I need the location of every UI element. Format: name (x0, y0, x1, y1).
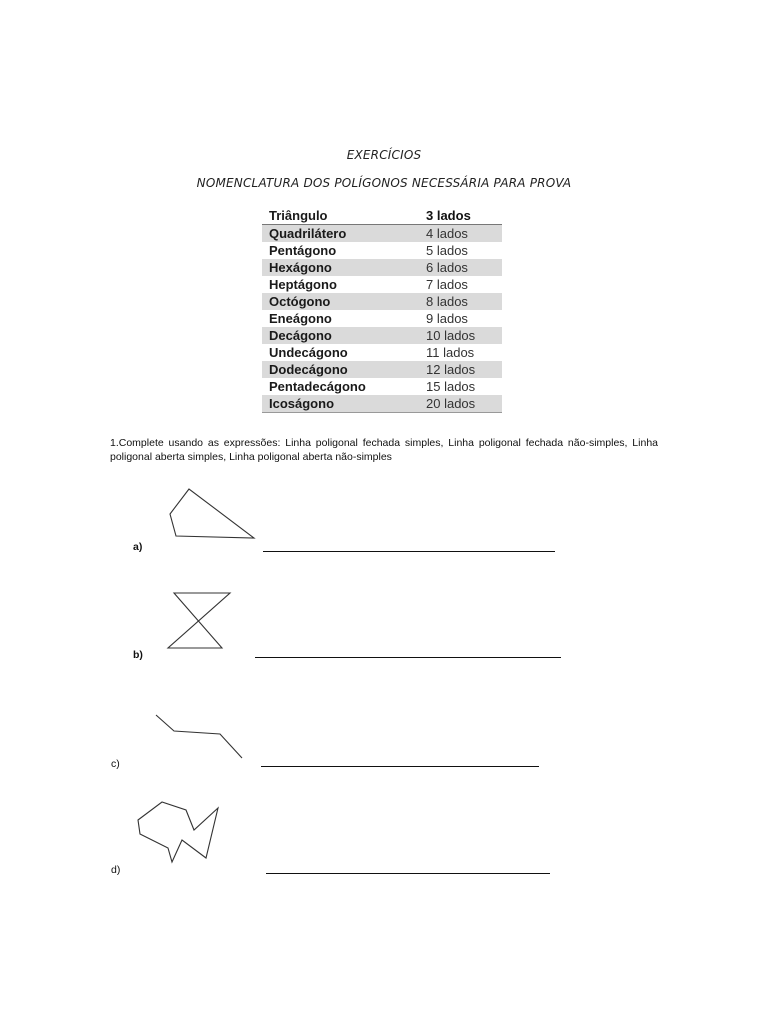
table-row (262, 344, 502, 361)
polygon-sides: 12 lados (419, 361, 502, 378)
polygon-sides: 20 lados (419, 395, 502, 413)
table-row (262, 327, 502, 344)
polygon-sides: 8 lados (419, 293, 502, 310)
table-row (262, 225, 502, 243)
polygon-name: Octógono (262, 293, 419, 310)
polygon-name: Eneágono (269, 311, 332, 326)
polygon-name: Quadrilátero (262, 225, 419, 243)
polygon-name: Dodecágono (262, 361, 419, 378)
item-d-label: d) (111, 864, 121, 876)
polygon-name: Undecágono (269, 345, 348, 360)
polygon-name: Decágono (262, 327, 419, 344)
item-a-answer-line[interactable] (263, 551, 555, 552)
open-polyline-figure (152, 710, 248, 762)
polygon-name: Heptágono (269, 277, 337, 292)
closed-simple-polygon-figure (164, 486, 260, 542)
item-a-label: a) (133, 541, 143, 553)
table-row (262, 206, 502, 225)
table-row (262, 259, 502, 276)
item-c-label: c) (111, 758, 120, 770)
polygon-name: Pentágono (269, 243, 337, 258)
page-subtitle: NOMENCLATURA DOS POLÍGONOS NECESSÁRIA PARA PROVA (196, 176, 572, 190)
item-c-answer-line[interactable] (261, 766, 539, 767)
table-row (262, 395, 502, 413)
polygon-name: Icoságono (262, 395, 419, 413)
polygon-sides: 11 lados (426, 345, 475, 360)
table-row (262, 361, 502, 378)
polygon-sides: 3 lados (419, 206, 502, 225)
table-row (262, 242, 502, 259)
polygon-name: Triângulo (262, 206, 419, 225)
concave-polygon-figure (134, 792, 224, 866)
polygon-sides: 10 lados (419, 327, 502, 344)
item-d-answer-line[interactable] (266, 873, 550, 874)
table-row (262, 276, 502, 293)
item-b-label: b) (133, 649, 143, 661)
bowtie-polygon-figure (160, 590, 236, 652)
page-title: EXERCÍCIOS (346, 148, 422, 162)
item-b-answer-line[interactable] (255, 657, 561, 658)
polygon-name: Pentadecágono (269, 379, 366, 394)
polygon-sides: 6 lados (419, 259, 502, 276)
polygon-sides: 5 lados (426, 243, 468, 258)
polygon-nomenclature-table (262, 206, 502, 413)
polygon-sides: 9 lados (426, 311, 468, 326)
table-row (262, 310, 502, 327)
table-row (262, 293, 502, 310)
polygon-sides: 7 lados (426, 277, 468, 292)
question-1-prompt: 1.Complete usando as expressões: Linha poligonal fechada simples, Linha poligonal fechada não-simples, Linha poligonal aberta simples, Linha poligonal aberta não-simples (110, 437, 658, 463)
polygon-sides: 4 lados (419, 225, 502, 243)
polygon-name: Hexágono (262, 259, 419, 276)
polygon-sides: 15 lados (426, 379, 476, 394)
table-row (262, 378, 502, 395)
